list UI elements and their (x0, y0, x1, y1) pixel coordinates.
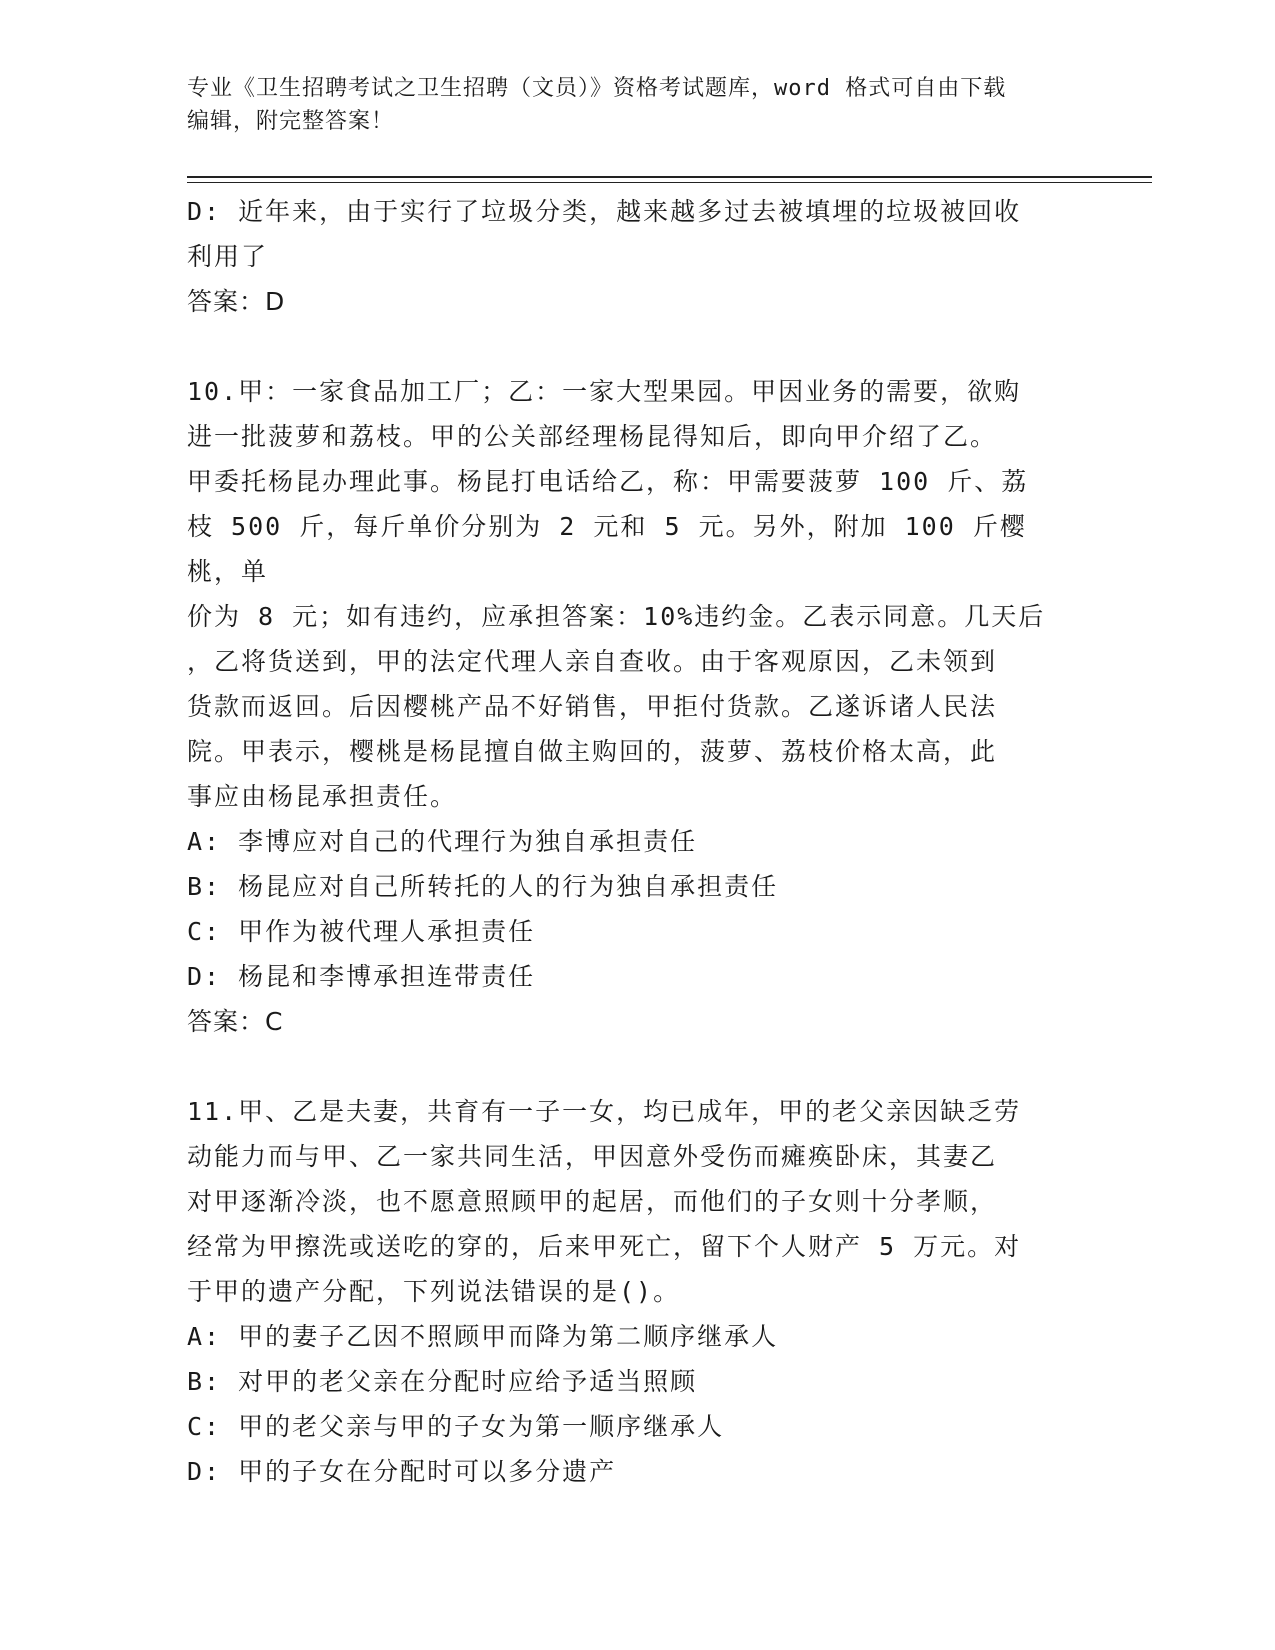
answer-line: 答案：D (187, 287, 286, 316)
option-d: D: 近年来，由于实行了垃圾分类，越来越多过去被填埋的垃圾被回收 (187, 197, 1022, 226)
question-10-option-b: B: 杨昆应对自己所转托的人的行为独自承担责任 (187, 872, 779, 901)
header-rule-thin (187, 182, 1152, 183)
question-11-option-d: D: 甲的子女在分配时可以多分遗产 (187, 1457, 617, 1486)
question-10-option-d: D: 杨昆和李博承担连带责任 (187, 962, 536, 991)
spacer (187, 324, 1067, 369)
spacer (187, 1044, 1067, 1089)
question-11-line: 动能力而与甲、乙一家共同生活，甲因意外受伤而瘫痪卧床，其妻乙 (187, 1142, 998, 1171)
header-rule-thick (187, 176, 1152, 178)
question-10-line: 货款而返回。后因樱桃产品不好销售，甲拒付货款。乙遂诉诸人民法 (187, 692, 998, 721)
question-10-line: 枝 500 斤，每斤单价分别为 2 元和 5 元。另外，附加 100 斤樱桃，单 (187, 512, 1027, 586)
question-10-option-c: C: 甲作为被代理人承担责任 (187, 917, 536, 946)
question-11-option-b: B: 对甲的老父亲在分配时应给予适当照顾 (187, 1367, 698, 1396)
question-11-option-a: A: 甲的妻子乙因不照顾甲而降为第二顺序继承人 (187, 1322, 779, 1351)
question-11-line: 11.甲、乙是夫妻，共育有一子一女，均已成年，甲的老父亲因缺乏劳 (187, 1097, 1022, 1126)
question-10-line: 10.甲：一家食品加工厂；乙：一家大型果园。甲因业务的需要，欲购 (187, 377, 1022, 406)
header-line-2: 编辑，附完整答案！ (187, 109, 395, 134)
question-10-line: 甲委托杨昆办理此事。杨昆打电话给乙，称：甲需要菠萝 100 斤、荔 (187, 467, 1029, 496)
document-header (187, 72, 1067, 138)
document-body (187, 189, 1067, 1494)
question-11-line: 经常为甲擦洗或送吃的穿的，后来甲死亡，留下个人财产 5 万元。对 (187, 1232, 1022, 1261)
header-line-1: 专业《卫生招聘考试之卫生招聘（文员）》资格考试题库，word 格式可自由下载 (187, 76, 1007, 101)
question-10-line: 事应由杨昆承担责任。 (187, 782, 458, 811)
question-11-line: 对甲逐渐冷淡，也不愿意照顾甲的起居，而他们的子女则十分孝顺， (187, 1187, 998, 1216)
question-11-line: 于甲的遗产分配，下列说法错误的是()。 (187, 1277, 681, 1306)
question-10-line: 院。甲表示，樱桃是杨昆擅自做主购回的，菠萝、荔枝价格太高，此 (187, 737, 998, 766)
question-10 (187, 369, 1067, 1044)
question-10-line: ，乙将货送到，甲的法定代理人亲自查收。由于客观原因，乙未领到 (187, 647, 998, 676)
question-11-option-c: C: 甲的老父亲与甲的子女为第一顺序继承人 (187, 1412, 725, 1441)
question-10-option-a: A: 李博应对自己的代理行为独自承担责任 (187, 827, 698, 856)
previous-question-tail (187, 189, 1067, 324)
question-11 (187, 1089, 1067, 1494)
question-10-answer: 答案：C (187, 1007, 284, 1036)
question-10-line: 进一批菠萝和荔枝。甲的公关部经理杨昆得知后，即向甲介绍了乙。 (187, 422, 998, 451)
option-d-continued: 利用了 (187, 242, 269, 271)
question-10-line: 价为 8 元；如有违约，应承担答案：10%违约金。乙表示同意。几天后 (187, 602, 1046, 631)
